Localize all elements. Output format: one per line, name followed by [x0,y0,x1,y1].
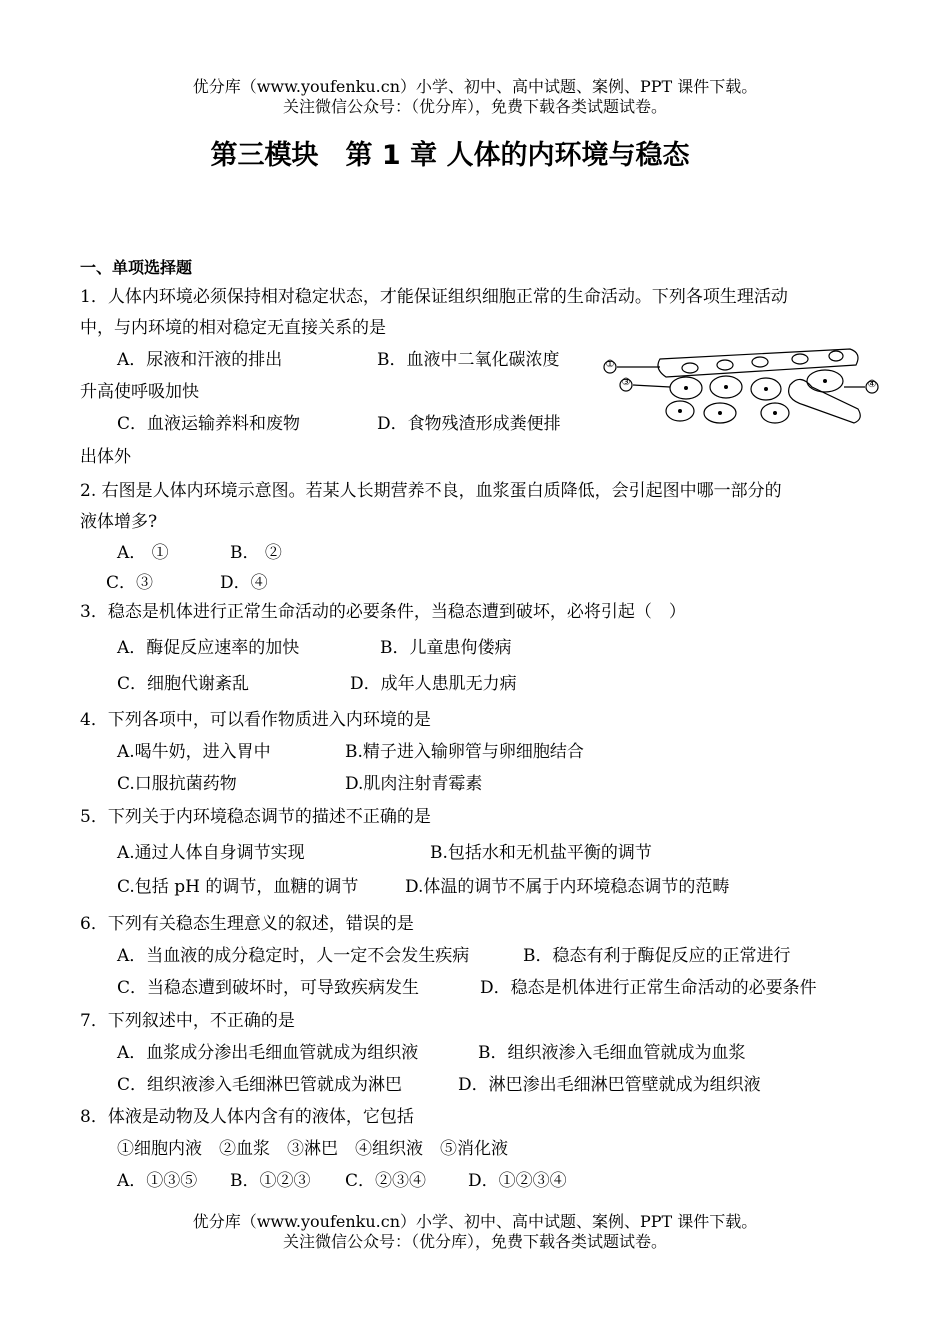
q6-option-a: A．当血液的成分稳定时，人一定不会发生疾病 [117,946,470,966]
footer-line-1: 优分库（www.youfenku.cn）小学、初中、高中试题、案例、PPT 课件下载。 [192,1212,758,1231]
q1-stem-line-2: 中，与内环境的相对稳定无直接关系的是 [80,318,386,338]
q8-option-d: D．①②③④ [468,1171,567,1191]
q3-option-a: A．酶促反应速率的加快 [117,638,300,658]
lymphatic-capillary [789,379,861,423]
q8-items: ①细胞内液 ②血浆 ③淋巴 ④组织液 ⑤消化液 [117,1139,508,1159]
q7-option-d: D．淋巴渗出毛细淋巴管壁就成为组织液 [458,1075,761,1095]
diagram-label-4: ④ [867,379,877,390]
section-title: 一、单项选择题 [80,258,193,277]
header-line-2: 关注微信公众号：（优分库），免费下载各类试题试卷。 [282,97,667,116]
q1-option-d: D．食物残渣形成粪便排 [377,414,561,434]
q4-option-c: C.口服抗菌药物 [117,774,237,794]
q8-option-a: A．①③⑤ [117,1171,198,1191]
diagram-label-1: ① [605,359,615,370]
q8-option-b: B．①②③ [230,1171,311,1191]
q2-option-a: A． ① [117,543,169,563]
q3-option-d: D．成年人患肌无力病 [350,674,517,694]
q1-option-c: C．血液运输养料和废物 [117,414,301,434]
q6-option-b: B．稳态有利于酶促反应的正常进行 [523,946,791,966]
q1-option-a: A．尿液和汗液的排出 [117,350,283,370]
q1-option-d-cont: 出体外 [80,447,131,467]
q7-option-c: C．组织液渗入毛细淋巴管就成为淋巴 [117,1075,403,1095]
internal-environment-diagram [600,343,882,427]
q5-stem: 5．下列关于内环境稳态调节的描述不正确的是 [80,807,431,827]
q7-option-b: B．组织液渗入毛细血管就成为血浆 [478,1043,746,1063]
q7-stem: 7．下列叙述中，不正确的是 [80,1011,295,1031]
q3-stem: 3．稳态是机体进行正常生命活动的必要条件，当稳态遭到破坏，必将引起（ ） [80,602,686,622]
q4-option-b: B.精子进入输卵管与卵细胞结合 [345,742,584,762]
q7-option-a: A．血浆成分渗出毛细血管就成为组织液 [117,1043,419,1063]
page-title: 第三模块 第 1 章 人体的内环境与稳态 [210,140,690,171]
q1-option-b-cont: 升高使呼吸加快 [80,382,199,402]
q6-stem: 6．下列有关稳态生理意义的叙述，错误的是 [80,914,414,934]
q2-stem-line-1: 2. 右图是人体内环境示意图。若某人长期营养不良，血浆蛋白质降低，会引起图中哪一部分的 [80,481,782,501]
q4-option-a: A.喝牛奶，进入胃中 [117,742,271,762]
q6-option-d: D．稳态是机体进行正常生命活动的必要条件 [480,978,817,998]
diagram-label-3: ③ [621,377,631,388]
q5-option-c: C.包括 pH 的调节，血糖的调节 [117,877,359,897]
q3-option-c: C．细胞代谢紊乱 [117,674,250,694]
q2-option-b: B． ② [230,543,282,563]
q2-option-c: C．③ [106,573,154,593]
q5-option-d: D.体温的调节不属于内环境稳态调节的范畴 [405,877,730,897]
q2-option-d: D．④ [220,573,268,593]
q8-stem: 8．体液是动物及人体内含有的液体，它包括 [80,1107,414,1127]
header-line-1: 优分库（www.youfenku.cn）小学、初中、高中试题、案例、PPT 课件下载。 [192,77,758,96]
q5-option-b: B.包括水和无机盐平衡的调节 [430,843,652,863]
q1-option-b: B．血液中二氧化碳浓度 [377,350,560,370]
q4-option-d: D.肌肉注射青霉素 [345,774,483,794]
q3-option-b: B．儿童患佝偻病 [380,638,512,658]
q8-option-c: C．②③④ [345,1171,427,1191]
q5-option-a: A.通过人体自身调节实现 [117,843,305,863]
q2-stem-line-2: 液体增多? [80,512,158,532]
q4-stem: 4．下列各项中，可以看作物质进入内环境的是 [80,710,431,730]
footer-line-2: 关注微信公众号：（优分库），免费下载各类试题试卷。 [282,1232,667,1251]
q6-option-c: C．当稳态遭到破坏时，可导致疾病发生 [117,978,420,998]
q1-stem-line-1: 1．人体内环境必须保持相对稳定状态，才能保证组织细胞正常的生命活动。下列各项生理活动 [80,287,788,307]
